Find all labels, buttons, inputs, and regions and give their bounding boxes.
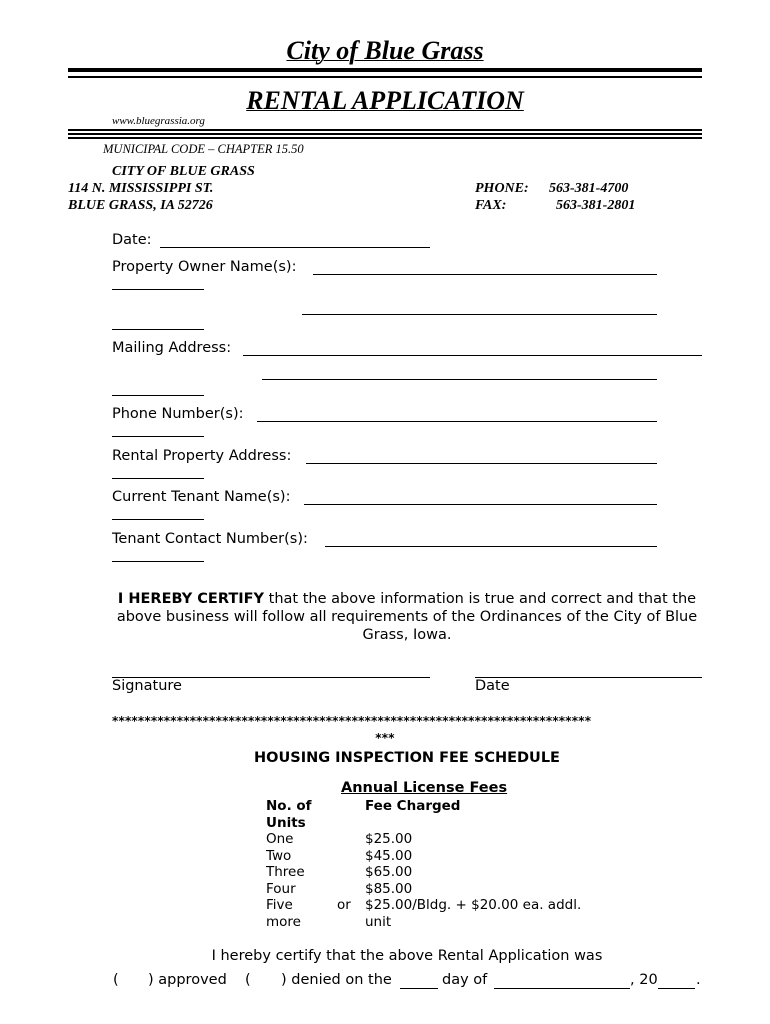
contact-name: CITY OF BLUE GRASS xyxy=(112,164,255,179)
fee-row-fee-2: $45.00 xyxy=(365,847,413,864)
fee-row-units-5b: more xyxy=(266,913,301,930)
rental-address-label: Rental Property Address: xyxy=(112,448,292,464)
signature-date-label: Date xyxy=(475,678,510,694)
header-rule-thin xyxy=(68,76,702,78)
col-units-header-1: No. of xyxy=(266,798,312,814)
certification-text xyxy=(112,590,702,644)
fee-schedule-subtitle: Annual License Fees xyxy=(341,780,508,796)
fee-row-or: or xyxy=(337,897,351,913)
owner-field-cont-2[interactable] xyxy=(112,329,204,330)
form-title: RENTAL APPLICATION xyxy=(246,86,524,115)
certify-bold: I HEREBY CERTIFY xyxy=(117,591,265,607)
tenant-contact-label: Tenant Contact Number(s): xyxy=(112,531,308,547)
approval-open-paren-1: ( xyxy=(113,972,119,988)
approval-year-prefix: , 20 xyxy=(630,972,658,988)
rental-address-field[interactable] xyxy=(306,463,657,464)
city-title: City of Blue Grass xyxy=(286,36,484,65)
tenant-field-cont[interactable] xyxy=(112,519,204,520)
header-rule-lower-1 xyxy=(68,129,702,131)
approval-line: I hereby certify that the above Rental Application was xyxy=(211,948,603,964)
approval-period: . xyxy=(696,972,701,988)
approval-approved[interactable]: ) approved xyxy=(148,972,227,988)
fee-row-units-2: Two xyxy=(266,847,292,864)
header-rule-lower-3 xyxy=(68,137,702,139)
municipal-code: MUNICIPAL CODE – CHAPTER 15.50 xyxy=(103,142,304,156)
owner-field-cont-1[interactable] xyxy=(112,289,204,290)
fax-value: 563-381-2801 xyxy=(556,198,636,213)
rental-address-field-cont[interactable] xyxy=(112,478,204,479)
fee-row-fees xyxy=(365,831,581,930)
col-units-header-2: Units xyxy=(266,814,306,831)
header-rule-thick xyxy=(68,68,702,72)
tenant-contact-field[interactable] xyxy=(325,546,657,547)
star-divider-wrap: *** xyxy=(375,731,395,745)
approval-day-of: day of xyxy=(442,972,488,988)
mailing-field-2[interactable] xyxy=(262,379,657,380)
tenant-contact-field-cont[interactable] xyxy=(112,561,204,562)
header-rule-lower-2 xyxy=(68,133,702,135)
tenant-field[interactable] xyxy=(304,504,657,505)
fee-row-fee-3: $65.00 xyxy=(365,864,413,880)
fee-row-fee-1: $25.00 xyxy=(365,831,413,847)
owner-field-2[interactable] xyxy=(302,314,657,315)
signature-label: Signature xyxy=(112,678,182,694)
fee-row-fee-5b: unit xyxy=(365,913,392,930)
col-fee-header: Fee Charged xyxy=(365,798,461,814)
mailing-field-cont[interactable] xyxy=(112,395,204,396)
approval-month-field[interactable] xyxy=(494,988,630,989)
phone-numbers-field[interactable] xyxy=(257,421,657,422)
approval-open-paren-2: ( xyxy=(245,972,251,988)
fax-label: FAX: xyxy=(475,198,507,213)
approval-denied[interactable]: ) denied on the xyxy=(281,972,392,988)
owner-label: Property Owner Name(s): xyxy=(112,259,297,275)
fee-row-units-3: Three xyxy=(266,864,305,880)
fee-schedule-title: HOUSING INSPECTION FEE SCHEDULE xyxy=(254,750,560,766)
tenant-label: Current Tenant Name(s): xyxy=(112,489,291,505)
contact-street: 114 N. MISSISSIPPI ST. xyxy=(68,181,214,196)
phone-value: 563-381-4700 xyxy=(549,181,629,196)
owner-field[interactable] xyxy=(313,274,657,275)
fee-row-units-1: One xyxy=(266,831,294,847)
mailing-field[interactable] xyxy=(243,355,702,356)
approval-day-field[interactable] xyxy=(400,988,438,989)
fee-row-units-5a: Five xyxy=(266,897,293,913)
fee-row-units xyxy=(266,831,305,930)
fee-row-fee-4: $85.00 xyxy=(365,880,413,897)
fee-row-fee-5a: $25.00/Bldg. + $20.00 ea. addl. xyxy=(365,897,582,913)
col-units-header xyxy=(266,798,312,831)
mailing-label: Mailing Address: xyxy=(112,340,232,356)
date-field[interactable] xyxy=(160,247,430,248)
website-text: www.bluegrassia.org xyxy=(112,115,205,127)
phone-label: PHONE: xyxy=(475,181,529,196)
certify-body: that the above information is true and correct and that the above business will follow all requirements of the Ordinances of the City of Blue Grass, Iowa. xyxy=(116,591,698,643)
date-label: Date: xyxy=(112,232,152,248)
star-divider: ************************************************************************** xyxy=(112,714,592,728)
approval-year-field[interactable] xyxy=(658,988,695,989)
phone-numbers-label: Phone Number(s): xyxy=(112,406,244,422)
phone-numbers-field-cont[interactable] xyxy=(112,436,204,437)
contact-city: BLUE GRASS, IA 52726 xyxy=(68,198,213,213)
fee-row-units-4: Four xyxy=(266,880,296,897)
